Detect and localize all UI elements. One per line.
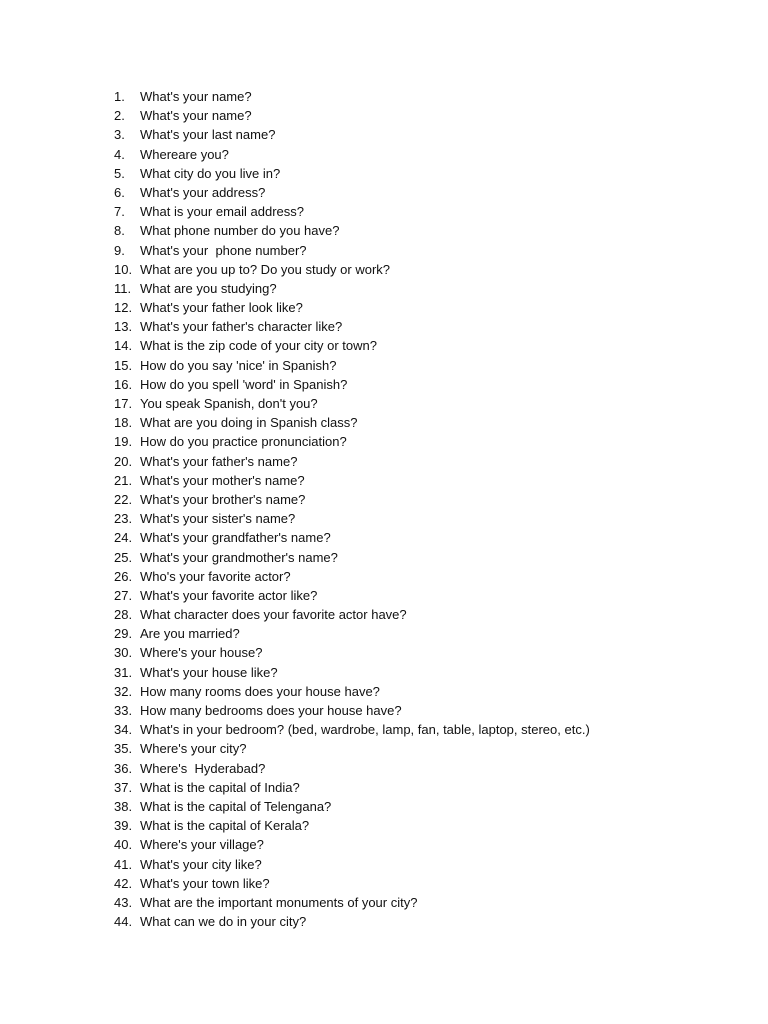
question-text: How many rooms does your house have? — [140, 683, 380, 699]
question-number: 6. — [114, 184, 125, 200]
question-text: What is your email address? — [140, 204, 305, 220]
list-item — [114, 241, 590, 260]
list-item — [114, 663, 590, 682]
list-item — [114, 893, 590, 912]
question-number: 25. — [114, 549, 133, 565]
question-text: What's your sister's name? — [140, 511, 296, 527]
question-number: 5. — [114, 165, 125, 181]
question-number: 7. — [114, 204, 125, 220]
question-text: What's in your bedroom? (bed, wardrobe, lamp, fan, table, laptop, stereo, etc.) — [140, 722, 590, 738]
list-item — [114, 317, 590, 336]
question-text: Whereare you? — [140, 146, 229, 162]
list-item — [114, 432, 590, 451]
question-number: 17. — [114, 396, 133, 411]
question-text: Who's your favorite actor? — [140, 568, 291, 584]
question-text: What's your father look like? — [140, 300, 303, 316]
question-text: What's your house like? — [140, 664, 278, 680]
question-number: 26. — [114, 568, 133, 584]
question-number: 1. — [114, 89, 125, 104]
list-item — [114, 701, 590, 720]
list-item — [114, 586, 590, 605]
question-text: What are you up to? Do you study or work? — [140, 261, 391, 277]
question-number: 27. — [114, 587, 133, 603]
question-text: What are you studying? — [140, 280, 277, 296]
list-item — [114, 835, 590, 854]
question-text: What's your mother's name? — [140, 472, 305, 488]
question-number: 3. — [114, 127, 125, 143]
question-number: 30. — [114, 645, 133, 661]
question-number: 9. — [114, 242, 125, 258]
list-item — [114, 298, 590, 317]
list-item — [114, 279, 590, 298]
list-item — [114, 452, 590, 471]
question-text: What are you doing in Spanish class? — [140, 415, 358, 431]
list-item — [114, 605, 590, 624]
question-text: What phone number do you have? — [140, 223, 340, 239]
question-number: 16. — [114, 376, 133, 392]
list-item — [114, 145, 590, 164]
question-text: Are you married? — [140, 626, 240, 642]
question-number: 23. — [114, 511, 133, 527]
list-item — [114, 106, 590, 125]
list-item — [114, 164, 590, 183]
question-text: What's your favorite actor like? — [140, 587, 318, 603]
question-text: How many bedrooms does your house have? — [140, 703, 402, 718]
list-item — [114, 874, 590, 893]
question-number: 18. — [114, 415, 133, 431]
list-item — [114, 394, 590, 413]
list-item — [114, 797, 590, 816]
question-number: 39. — [114, 818, 133, 834]
question-text: What's your phone number? — [140, 242, 307, 258]
list-item — [114, 759, 590, 778]
list-item — [114, 855, 590, 874]
question-text: What's your grandfather's name? — [140, 530, 331, 546]
list-item — [114, 739, 590, 758]
question-number: 13. — [114, 319, 133, 335]
question-text: What's your address? — [140, 184, 266, 200]
list-item — [114, 183, 590, 202]
list-item — [114, 643, 590, 662]
list-item — [114, 624, 590, 643]
question-number: 20. — [114, 453, 133, 469]
question-text: What's your town like? — [140, 875, 270, 891]
list-item — [114, 471, 590, 490]
list-item — [114, 509, 590, 528]
question-number: 29. — [114, 626, 133, 642]
question-number: 35. — [114, 741, 133, 757]
list-item — [114, 528, 590, 547]
question-text: Where's Hyderabad? — [140, 760, 266, 776]
list-item — [114, 221, 590, 240]
list-item — [114, 375, 590, 394]
list-item — [114, 87, 590, 106]
question-text: What's your name? — [140, 89, 252, 104]
question-text: What is the capital of Telengana? — [140, 798, 332, 814]
question-text: How do you say 'nice' in Spanish? — [140, 357, 337, 373]
question-text: What's your grandmother's name? — [140, 549, 338, 565]
list-item — [114, 336, 590, 355]
question-number: 15. — [114, 357, 133, 373]
question-number: 8. — [114, 223, 125, 239]
question-text: Where's your village? — [140, 837, 264, 853]
question-text: What's your father's name? — [140, 453, 298, 469]
question-number: 33. — [114, 703, 133, 718]
question-text: What can we do in your city? — [140, 914, 307, 930]
question-text: What's your city like? — [140, 856, 262, 872]
question-number: 2. — [114, 108, 125, 124]
list-item — [114, 260, 590, 279]
question-number: 4. — [114, 146, 125, 162]
list-item — [114, 548, 590, 567]
question-text: Where's your city? — [140, 741, 247, 757]
list-item — [114, 816, 590, 835]
list-item — [114, 202, 590, 221]
question-number: 24. — [114, 530, 133, 546]
list-item — [114, 490, 590, 509]
question-text: What city do you live in? — [140, 165, 281, 181]
question-number: 10. — [114, 261, 133, 277]
list-item — [114, 682, 590, 701]
list-item — [114, 356, 590, 375]
list-item — [114, 125, 590, 144]
question-number: 38. — [114, 798, 133, 814]
list-item — [114, 720, 590, 739]
list-item — [114, 413, 590, 432]
question-number: 43. — [114, 894, 133, 910]
list-item — [114, 912, 590, 931]
question-number: 37. — [114, 779, 133, 795]
question-text: What is the capital of Kerala? — [140, 818, 310, 834]
question-text: How do you spell 'word' in Spanish? — [140, 376, 348, 392]
question-number: 11. — [114, 280, 132, 296]
question-number: 28. — [114, 607, 133, 623]
question-number: 19. — [114, 434, 133, 450]
question-text: What's your last name? — [140, 127, 276, 143]
question-number: 32. — [114, 683, 133, 699]
question-number: 41. — [114, 856, 133, 872]
question-number: 42. — [114, 875, 133, 891]
question-number: 21. — [114, 472, 133, 488]
question-text: What is the capital of India? — [140, 779, 300, 795]
question-number: 14. — [114, 338, 133, 354]
question-text: What's your brother's name? — [140, 491, 306, 507]
question-text: What are the important monuments of your city? — [140, 894, 418, 910]
question-number: 31. — [114, 664, 133, 680]
question-number: 34. — [114, 722, 133, 738]
question-number: 22. — [114, 491, 133, 507]
question-number: 40. — [114, 837, 133, 853]
list-item — [114, 567, 590, 586]
question-number: 12. — [114, 300, 133, 316]
question-number: 36. — [114, 760, 133, 776]
question-text: What is the zip code of your city or town? — [140, 338, 377, 354]
question-text: What character does your favorite actor have? — [140, 607, 407, 623]
question-number: 44. — [114, 914, 133, 930]
list-item — [114, 778, 590, 797]
question-text: What's your father's character like? — [140, 319, 343, 335]
question-text: How do you practice pronunciation? — [140, 434, 347, 450]
question-text: What's your name? — [140, 108, 252, 124]
question-text: Where's your house? — [140, 645, 263, 661]
question-text: You speak Spanish, don't you? — [140, 396, 318, 411]
question-list — [114, 87, 590, 931]
